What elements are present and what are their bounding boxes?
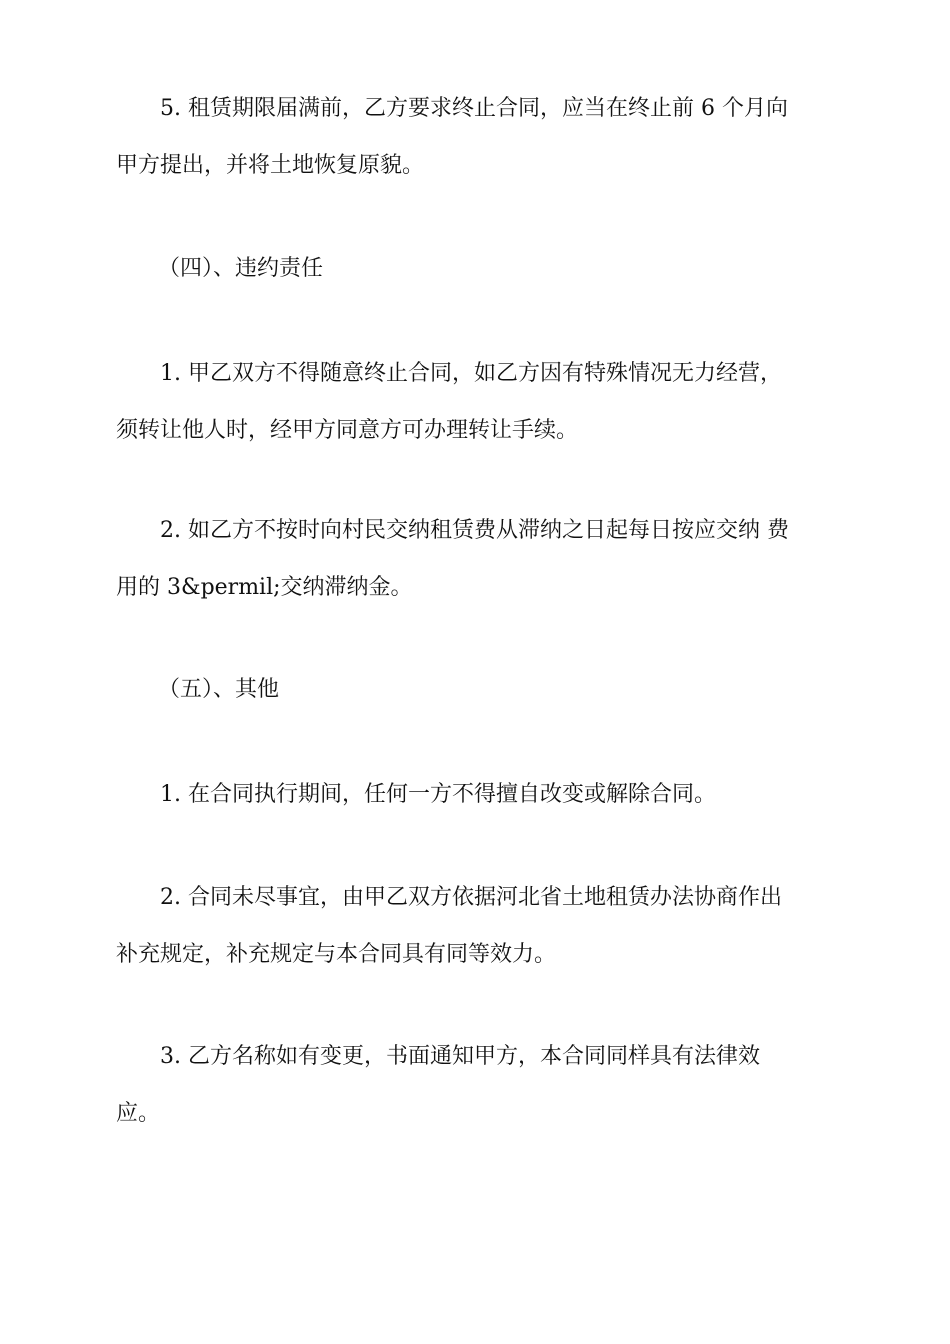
- paragraph-supplementary-provisions: [116, 869, 840, 983]
- paragraph-line: 2. 如乙方不按时向村民交纳租赁费从滞纳之日起每日按应交纳 费: [160, 518, 789, 543]
- paragraph-no-unilateral-change: [116, 766, 840, 823]
- paragraph-line: 1. 在合同执行期间，任何一方不得擅自改变或解除合同。: [160, 782, 716, 807]
- paragraph-line: 3. 乙方名称如有变更，书面通知甲方，本合同同样具有法律效: [160, 1044, 760, 1069]
- paragraph-line: 应。: [116, 1101, 161, 1126]
- paragraph-termination-notice: [116, 80, 840, 194]
- paragraph-no-arbitrary-termination: [116, 345, 840, 459]
- paragraph-line: 5. 租赁期限届满前，乙方要求终止合同，应当在终止前 6 个月向: [160, 96, 788, 121]
- paragraph-line: 2. 合同未尽事宜，由甲乙双方依据河北省土地租赁办法协商作出: [160, 885, 782, 910]
- paragraph-line: 用的 3&permil;交纳滞纳金。: [116, 575, 413, 600]
- section-heading-other: （五）、其他: [158, 677, 280, 702]
- paragraph-line: 补充规定，补充规定与本合同具有同等效力。: [116, 942, 557, 967]
- paragraph-line: 甲方提出，并将土地恢复原貌。: [116, 153, 425, 178]
- paragraph-line: 1. 甲乙双方不得随意终止合同，如乙方因有特殊情况无力经营，: [160, 361, 782, 386]
- section-heading-breach-liability: （四）、违约责任: [158, 256, 324, 281]
- paragraph-late-fee: [116, 502, 840, 616]
- paragraph-line: 须转让他人时，经甲方同意方可办理转让手续。: [116, 418, 579, 443]
- paragraph-name-change: [116, 1028, 840, 1142]
